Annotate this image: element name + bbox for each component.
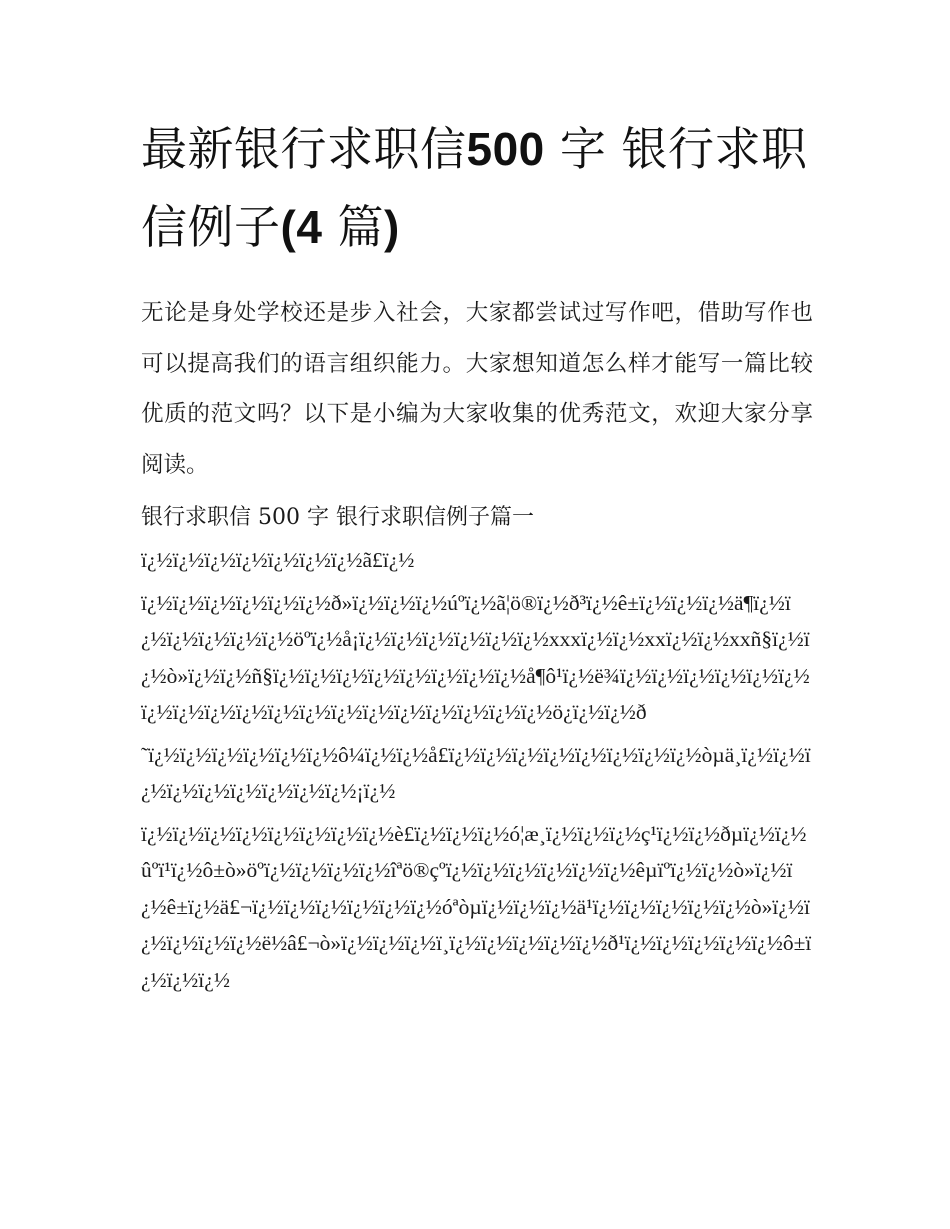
garbled-paragraph-2: ï¿½ï¿½ï¿½ï¿½ï¿½ï¿½ð»ï¿½ï¿½ï¿½úºï¿½ã¦ö®ï¿½ð³ï¿½ê±ï¿½ï¿½ï¿½ä¶ï¿½ï¿½ï¿½ï¿½ï¿½ï¿½öºï¿½å¡ï¿½ï¿½ï¿½ï¿½ï¿½ï¿½xxxï¿½ï¿½xxï¿½ï¿½xxñ§ï¿½ï¿½ò»ï¿½ï¿½ñ§ï¿½ï¿½ï¿½ï¿½ï¿½ï¿½ï¿½ï¿½å¶ô¹ï¿½ë¾ï¿½ï¿½ï¿½ï¿½ï¿½ï¿½ï¿½ï¿½ï¿½ï¿½ï¿½ï¿½ï¿½ï¿½ï¿½ï¿½ï¿½ï¿½ï¿½ö¿ï¿½ï¿½ð xyxy=(141,590,810,724)
garbled-paragraph-1: ï¿½ï¿½ï¿½ï¿½ï¿½ï¿½ï¿½ã£ï¿½ xyxy=(141,548,415,572)
title-close-paren: ) xyxy=(384,201,400,253)
garbled-paragraph-4: ï¿½ï¿½ï¿½ï¿½ï¿½ï¿½ï¿½ï¿½è£ï¿½ï¿½ï¿½ó¦æ¸ï¿½ï¿½ï¿½ç¹ï¿½ï¿½ðµï¿½ï¿½ûºï¹ï¿½ô±ò»öºï¿½ï¿½ï¿½ï¿½îªö®çºï¿½ï¿½ï¿½ï¿½ï¿½ï¿½êµïºï¿½ï¿½ò»ï¿½ï¿½ê±ï¿½ä£¬ï¿½ï¿½ï¿½ï¿½ï¿½ï¿½óªòµï¿½ï¿½ï¿½ä¹ï¿½ï¿½ï¿½ï¿½ï¿½ò»ï¿½ï¿½ï¿½ï¿½ï¿½ë½â£¬ò»ï¿½ï¿½ï¿½ï¸ï¿½ï¿½ï¿½ï¿½ï¿½ð¹ï¿½ï¿½ï¿½ï¿½ï¿½ô±ï¿½ï¿½ï¿½ xyxy=(141,821,812,992)
section-heading: 银行求职信 500 字 银行求职信例子篇一 xyxy=(141,505,534,530)
title-number-4: (4 xyxy=(280,201,323,253)
document-page xyxy=(141,110,813,998)
title-text-3: 篇 xyxy=(337,200,385,254)
intro-paragraph: 无论是身处学校还是步入社会，大家都尝试过写作吧，借助写作也可以提高我们的语言组织能力。大家想知道怎么样才能写一篇比较优质的范文吗？以下是小编为大家收集的优秀范文，欢迎大家分享阅读。 xyxy=(141,300,813,478)
garbled-paragraph-3: ˜ï¿½ï¿½ï¿½ï¿½ï¿½ï¿½ô¼ï¿½ï¿½å£ï¿½ï¿½ï¿½ï¿½ï¿½ï¿½ï¿½ï¿½òµä¸ï¿½ï¿½ï¿½ï¿½ï¿½ï¿½ï¿½ï¿½ï¿½¡ï¿½ xyxy=(141,742,811,803)
title-text-2: 字 银行求职信例子 xyxy=(141,122,808,254)
document-title xyxy=(141,110,813,266)
title-text-1: 最新银行求职信 xyxy=(141,122,467,176)
title-number-500: 500 xyxy=(466,123,545,175)
